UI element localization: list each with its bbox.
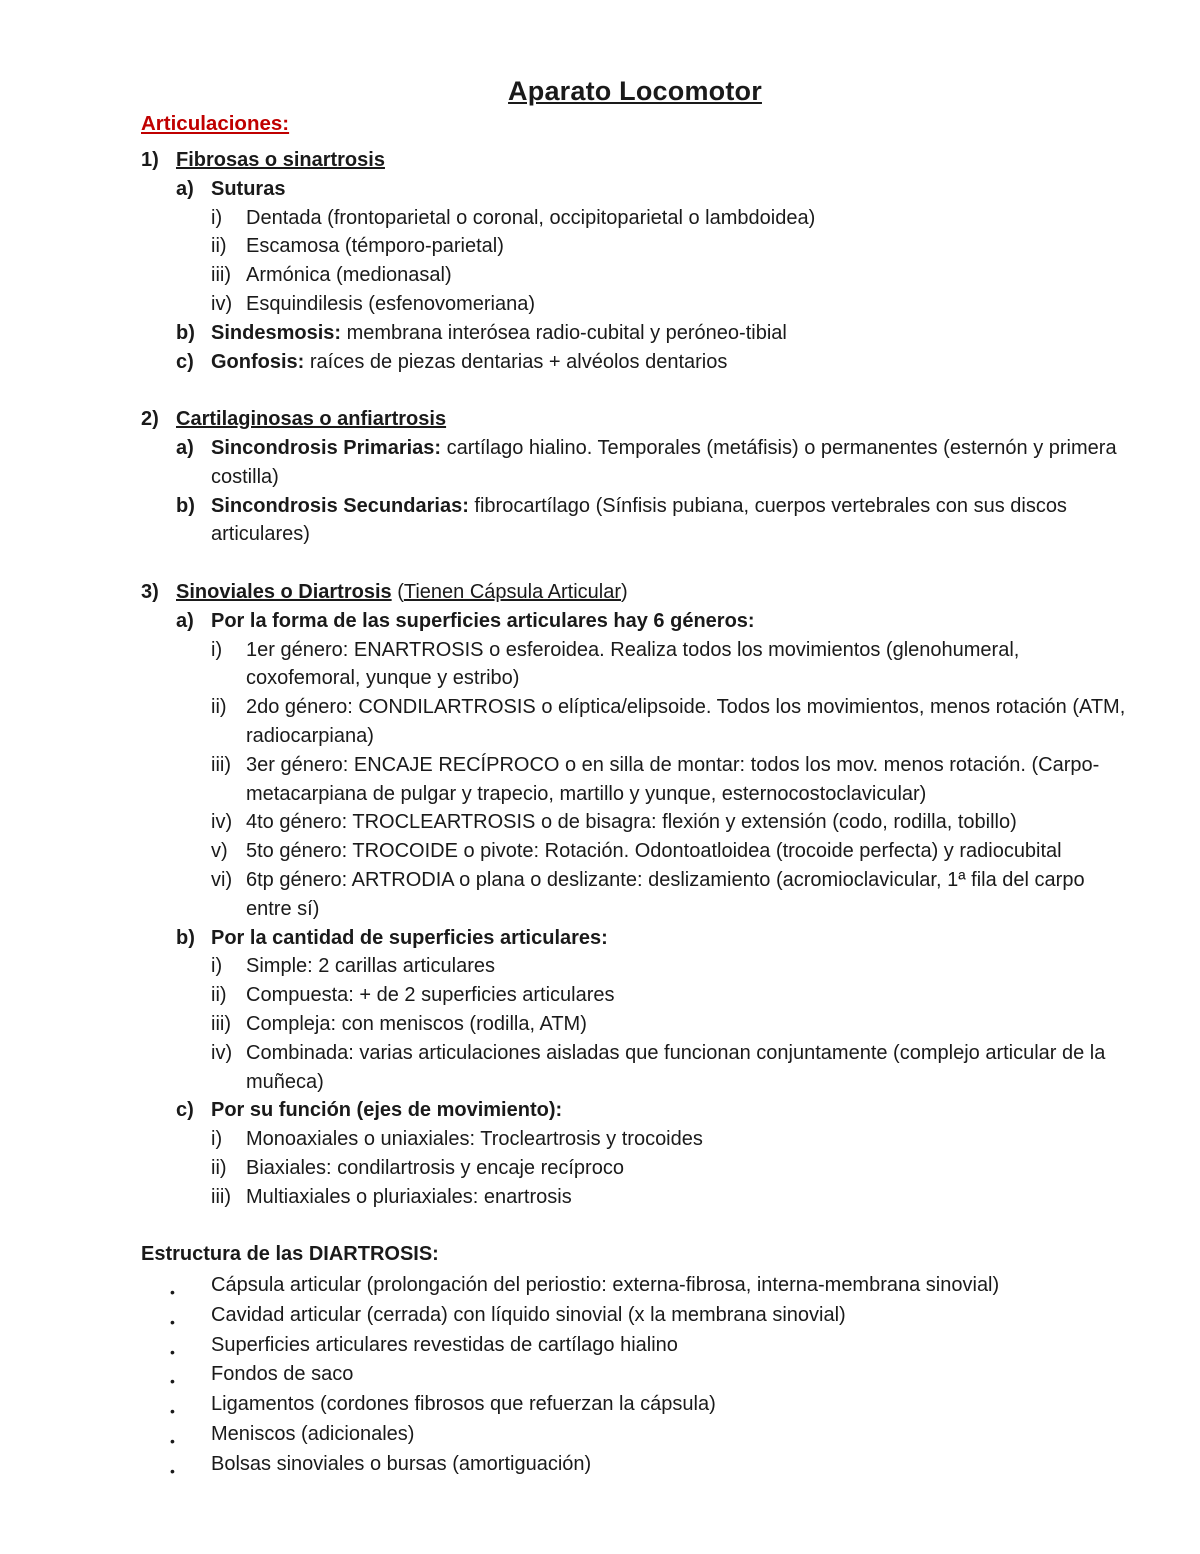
bullet-icon: • bbox=[170, 1403, 175, 1420]
list-item bbox=[0, 261, 1200, 290]
list-item bbox=[0, 204, 1200, 233]
list-marker: iii) bbox=[211, 1012, 231, 1035]
item-text: Superficies articulares revestidas de cartílago hialino bbox=[211, 1333, 678, 1356]
heading-estructura bbox=[0, 1240, 1200, 1269]
subheading-text: Suturas bbox=[211, 177, 286, 200]
list-marker: ii) bbox=[211, 235, 227, 258]
item-text: 1er género: ENARTROSIS o esferoidea. Realiza todos los movimientos (glenohumeral, coxofemoral, yunque y estribo) bbox=[246, 638, 1020, 690]
spacer bbox=[0, 1211, 1200, 1240]
bullet-icon: • bbox=[170, 1433, 175, 1450]
list-marker: a) bbox=[176, 609, 194, 632]
list-item bbox=[0, 232, 1200, 261]
subheading-text: Por la forma de las superficies articulares hay 6 géneros: bbox=[211, 609, 755, 632]
bullet-item bbox=[0, 1390, 1200, 1419]
note-close: ) bbox=[621, 580, 628, 603]
heading-fibrosas bbox=[0, 146, 1200, 175]
item-text: Compleja: con meniscos (rodilla, ATM) bbox=[246, 1012, 587, 1035]
item-text: Monoaxiales o uniaxiales: Trocleartrosis y trocoides bbox=[246, 1128, 703, 1151]
list-marker: 1) bbox=[141, 149, 159, 171]
term-label: Sincondrosis Secundarias: bbox=[211, 494, 469, 517]
list-item bbox=[0, 636, 1200, 694]
term-text: cartílago hialino. Temporales (metáfisis) o permanentes (esternón y primera costilla) bbox=[211, 436, 1117, 488]
list-marker: ii) bbox=[211, 984, 227, 1007]
list-item bbox=[0, 981, 1200, 1010]
item-text: Compuesta: + de 2 superficies articulares bbox=[246, 984, 615, 1007]
item-text: Armónica (medionasal) bbox=[246, 264, 452, 287]
item-text: Biaxiales: condilartrosis y encaje recíproco bbox=[246, 1156, 624, 1179]
list-marker: b) bbox=[176, 321, 195, 344]
subheading-cantidad bbox=[0, 924, 1200, 953]
list-item bbox=[0, 952, 1200, 981]
subheading-sindesmosis bbox=[0, 319, 1200, 348]
item-text: 5to género: TROCOIDE o pivote: Rotación. Odontoatloidea (trocoide perfecta) y radiocubital bbox=[246, 840, 1062, 863]
term-label: Sindesmosis: bbox=[211, 321, 342, 344]
subheading-forma bbox=[0, 607, 1200, 636]
list-item bbox=[0, 1039, 1200, 1097]
spacer bbox=[0, 376, 1200, 405]
list-marker: iv) bbox=[211, 811, 233, 834]
bullet-icon: • bbox=[170, 1284, 175, 1301]
list-item bbox=[0, 751, 1200, 809]
list-marker: i) bbox=[211, 206, 223, 229]
item-text: Cavidad articular (cerrada) con líquido sinovial (x la membrana sinovial) bbox=[211, 1303, 846, 1326]
list-marker: a) bbox=[176, 436, 194, 459]
bullet-item bbox=[0, 1360, 1200, 1389]
item-text: Fondos de saco bbox=[211, 1363, 354, 1386]
term-label: Sincondrosis Primarias: bbox=[211, 436, 442, 459]
heading-text: Cartilaginosas o anfiartrosis bbox=[176, 408, 447, 431]
item-text: Esquindilesis (esfenovomeriana) bbox=[246, 292, 536, 315]
item-text: Dentada (frontoparietal o coronal, occipitoparietal o lambdoidea) bbox=[246, 206, 816, 229]
list-item bbox=[0, 866, 1200, 924]
bullet-item bbox=[0, 1271, 1200, 1300]
list-item bbox=[0, 290, 1200, 319]
heading-text: Fibrosas o sinartrosis bbox=[176, 149, 385, 171]
bullet-icon: • bbox=[170, 1462, 175, 1479]
page-title: Aparato Locomotor bbox=[508, 76, 762, 106]
list-marker: b) bbox=[176, 926, 195, 949]
item-text: Cápsula articular (prolongación del periostio: externa-fibrosa, interna-membrana sinovial) bbox=[211, 1274, 1000, 1297]
heading-cartilaginosas bbox=[0, 405, 1200, 434]
list-item bbox=[0, 1125, 1200, 1154]
list-marker: iii) bbox=[211, 753, 231, 776]
bullet-icon: • bbox=[170, 1343, 175, 1360]
list-item bbox=[0, 837, 1200, 866]
item-text: Bolsas sinoviales o bursas (amortiguación) bbox=[211, 1452, 592, 1475]
list-marker: i) bbox=[211, 1128, 223, 1151]
item-text: 2do género: CONDILARTROSIS o elíptica/elipsoide. Todos los movimientos, menos rotación (ATM, radiocarpiana) bbox=[246, 696, 1126, 747]
list-item bbox=[0, 693, 1200, 751]
term-text: membrana interósea radio-cubital y peróneo-tibial bbox=[341, 321, 787, 344]
list-marker: i) bbox=[211, 638, 223, 661]
list-marker: iv) bbox=[211, 1041, 233, 1064]
subheading-gonfosis bbox=[0, 348, 1200, 377]
bullet-item bbox=[0, 1301, 1200, 1330]
bullet-item bbox=[0, 1450, 1200, 1479]
list-marker: iii) bbox=[211, 264, 231, 287]
list-marker: ii) bbox=[211, 1156, 227, 1179]
list-marker: a) bbox=[176, 177, 194, 200]
list-marker: i) bbox=[211, 955, 223, 978]
bullet-item bbox=[0, 1420, 1200, 1449]
document-body bbox=[0, 146, 1200, 1479]
list-marker: iv) bbox=[211, 292, 233, 315]
note-open: ( bbox=[391, 580, 404, 603]
term-text: fibrocartílago (Sínfisis pubiana, cuerpos vertebrales con sus discos articulares) bbox=[211, 494, 1067, 546]
item-text: 4to género: TROCLEARTROSIS o de bisagra: flexión y extensión (codo, rodilla, tobillo) bbox=[246, 811, 1017, 834]
subheading-suturas bbox=[0, 175, 1200, 204]
list-marker: ii) bbox=[211, 696, 227, 719]
heading-text: Estructura de las DIARTROSIS: bbox=[141, 1243, 439, 1266]
spacer bbox=[0, 549, 1200, 578]
list-marker: v) bbox=[211, 840, 228, 863]
list-marker: iii) bbox=[211, 1185, 231, 1208]
subheading-primarias bbox=[0, 434, 1200, 492]
list-marker: c) bbox=[176, 1099, 194, 1122]
list-item bbox=[0, 808, 1200, 837]
list-marker: b) bbox=[176, 494, 195, 517]
list-item bbox=[0, 1183, 1200, 1212]
list-marker: 2) bbox=[141, 408, 159, 431]
item-text: Multiaxiales o pluriaxiales: enartrosis bbox=[246, 1185, 572, 1208]
item-text: Ligamentos (cordones fibrosos que refuerzan la cápsula) bbox=[211, 1393, 716, 1416]
list-marker: 3) bbox=[141, 580, 159, 603]
item-text: 6tp género: ARTRODIA o plana o deslizante: deslizamiento (acromioclavicular, 1ª fila del carpo entre sí) bbox=[246, 868, 1085, 920]
subheading-secundarias bbox=[0, 492, 1200, 550]
heading-sinoviales bbox=[0, 578, 1200, 607]
list-item bbox=[0, 1010, 1200, 1039]
item-text: 3er género: ENCAJE RECÍPROCO o en silla de montar: todos los mov. menos rotación. (Carpo-metacarpiana de pulgar y trapecio, martillo y yunque, esternocostoclavicular) bbox=[246, 753, 1100, 805]
term-label: Gonfosis: bbox=[211, 350, 305, 373]
section-label: Articulaciones: bbox=[141, 112, 290, 135]
term-text: raíces de piezas dentarias + alvéolos dentarios bbox=[304, 350, 728, 373]
subheading-text: Por su función (ejes de movimiento): bbox=[211, 1099, 563, 1122]
item-text: Simple: 2 carillas articulares bbox=[246, 955, 495, 978]
item-text: Escamosa (témporo-parietal) bbox=[246, 235, 504, 258]
list-marker: c) bbox=[176, 350, 194, 373]
subheading-funcion bbox=[0, 1096, 1200, 1125]
list-marker: vi) bbox=[211, 868, 233, 891]
bullet-item bbox=[0, 1331, 1200, 1360]
list-item bbox=[0, 1154, 1200, 1183]
subheading-text: Por la cantidad de superficies articulares: bbox=[211, 926, 608, 949]
heading-text: Sinoviales o Diartrosis bbox=[176, 580, 392, 603]
heading-note: Tienen Cápsula Articular bbox=[403, 580, 622, 603]
item-text: Meniscos (adicionales) bbox=[211, 1423, 415, 1446]
bullet-icon: • bbox=[170, 1373, 175, 1390]
bullet-icon: • bbox=[170, 1313, 175, 1330]
item-text: Combinada: varias articulaciones aisladas que funcionan conjuntamente (complejo articular de la muñeca) bbox=[246, 1041, 1106, 1093]
